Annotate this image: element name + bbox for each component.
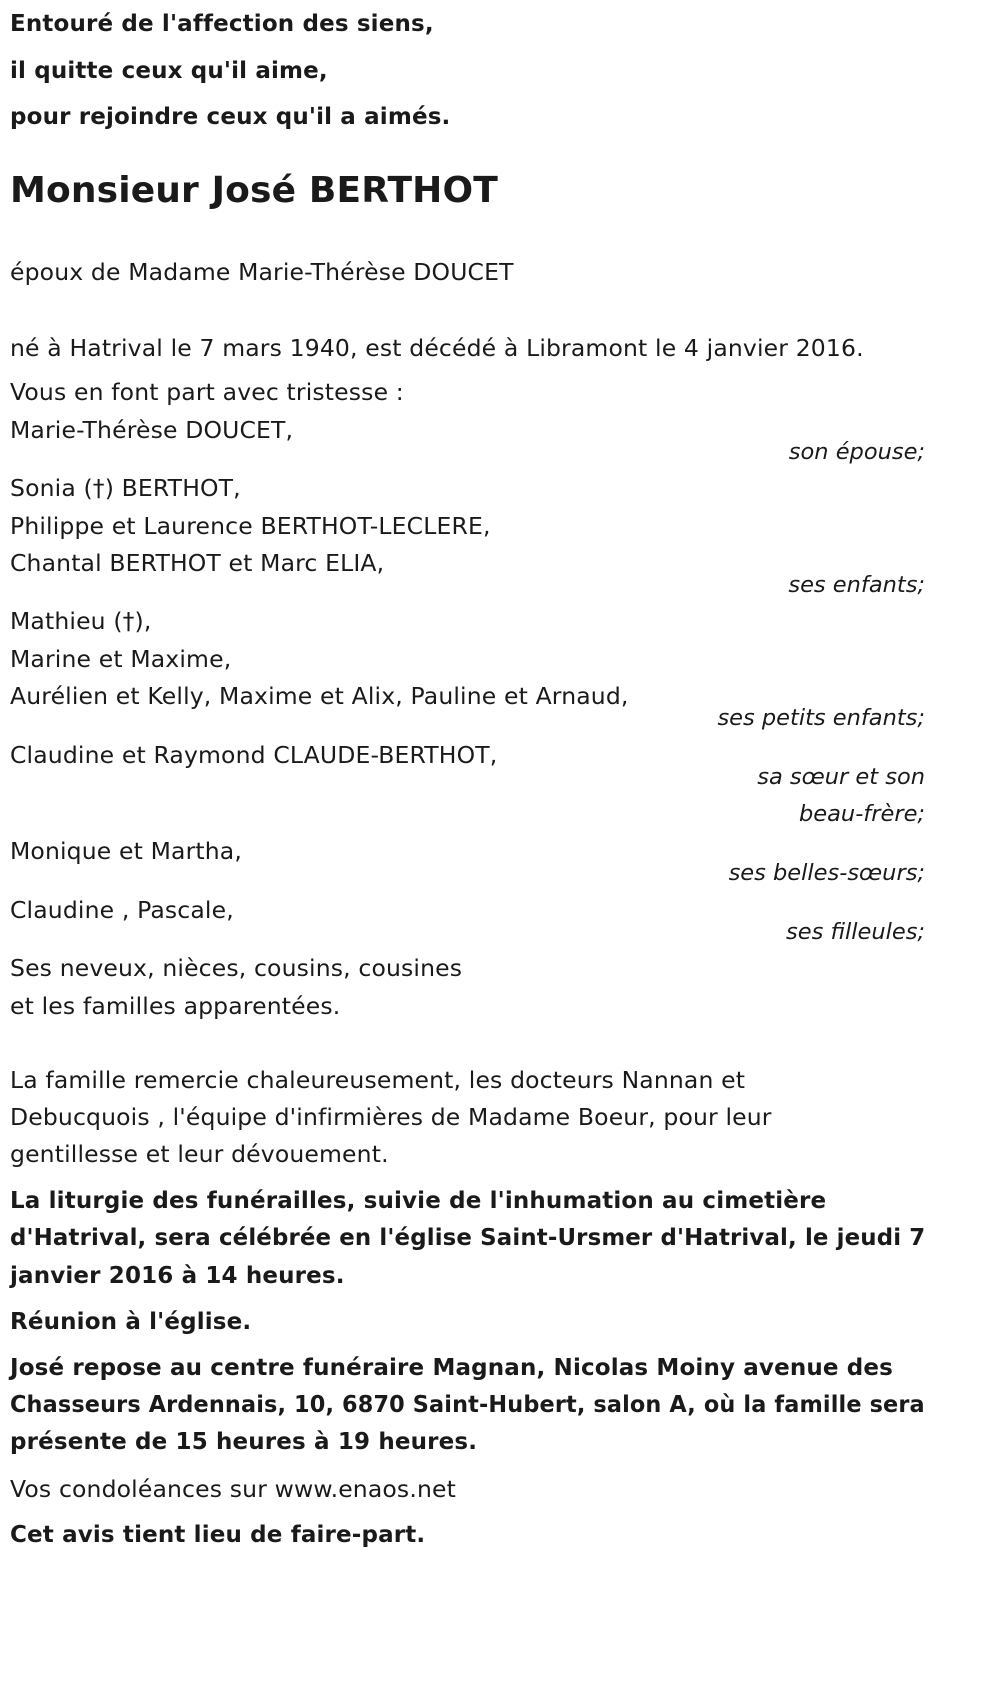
family-role: beau-frère; xyxy=(799,801,925,827)
spouse-line: époux de Madame Marie-Thérèse DOUCET xyxy=(10,258,514,286)
family-role: ses petits enfants; xyxy=(717,705,925,731)
family-name-line: Claudine et Raymond CLAUDE-BERTHOT, xyxy=(10,741,498,769)
epigraph-line: Entouré de l'affection des siens, xyxy=(10,11,434,37)
family-name-line: Claudine , Pascale, xyxy=(10,896,234,924)
family-role: ses filleules; xyxy=(786,919,925,945)
family-name-line: Sonia (†) BERTHOT, xyxy=(10,474,241,502)
liturgy-line: d'Hatrival, sera célébrée en l'église Saint-Ursmer d'Hatrival, le jeudi 7 xyxy=(10,1225,926,1251)
liturgy-line: janvier 2016 à 14 heures. xyxy=(10,1263,345,1289)
thanks-line: Debucquois , l'équipe d'infirmières de Madame Boeur, pour leur xyxy=(10,1103,772,1131)
family-role: ses belles-sœurs; xyxy=(728,860,925,886)
family-name-line: Marie-Thérèse DOUCET, xyxy=(10,416,294,444)
reunion-line: Réunion à l'église. xyxy=(10,1309,252,1335)
family-name-line: Monique et Martha, xyxy=(10,837,242,865)
birth-death-line: né à Hatrival le 7 mars 1940, est décédé à Libramont le 4 janvier 2016. xyxy=(10,334,864,362)
repose-line: Chasseurs Ardennais, 10, 6870 Saint-Hubert, salon A, où la famille sera xyxy=(10,1392,925,1418)
intro-line: Vous en font part avec tristesse : xyxy=(10,378,404,406)
family-name-line: Chantal BERTHOT et Marc ELIA, xyxy=(10,549,385,577)
thanks-line: gentillesse et leur dévouement. xyxy=(10,1140,389,1168)
family-role: son épouse; xyxy=(788,439,925,465)
epigraph-line: pour rejoindre ceux qu'il a aimés. xyxy=(10,104,451,130)
others-line: et les familles apparentées. xyxy=(10,992,341,1020)
epigraph-line: il quitte ceux qu'il aime, xyxy=(10,58,328,84)
others-line: Ses neveux, nièces, cousins, cousines xyxy=(10,954,463,982)
family-name-line: Mathieu (†), xyxy=(10,607,152,635)
thanks-line: La famille remercie chaleureusement, les docteurs Nannan et xyxy=(10,1066,746,1094)
condolences-line: Vos condoléances sur www.enaos.net xyxy=(10,1475,456,1503)
family-name-line: Marine et Maxime, xyxy=(10,645,232,673)
liturgy-line: La liturgie des funérailles, suivie de l'inhumation au cimetière xyxy=(10,1188,827,1214)
repose-line: José repose au centre funéraire Magnan, Nicolas Moiny avenue des xyxy=(10,1355,893,1381)
family-role: ses enfants; xyxy=(788,572,925,598)
closing-line: Cet avis tient lieu de faire-part. xyxy=(10,1522,426,1548)
family-name-line: Philippe et Laurence BERTHOT-LECLERE, xyxy=(10,512,491,540)
repose-line: présente de 15 heures à 19 heures. xyxy=(10,1429,478,1455)
deceased-name: Monsieur José BERTHOT xyxy=(10,170,498,211)
family-role: sa sœur et son xyxy=(757,764,925,790)
family-name-line: Aurélien et Kelly, Maxime et Alix, Pauline et Arnaud, xyxy=(10,682,629,710)
